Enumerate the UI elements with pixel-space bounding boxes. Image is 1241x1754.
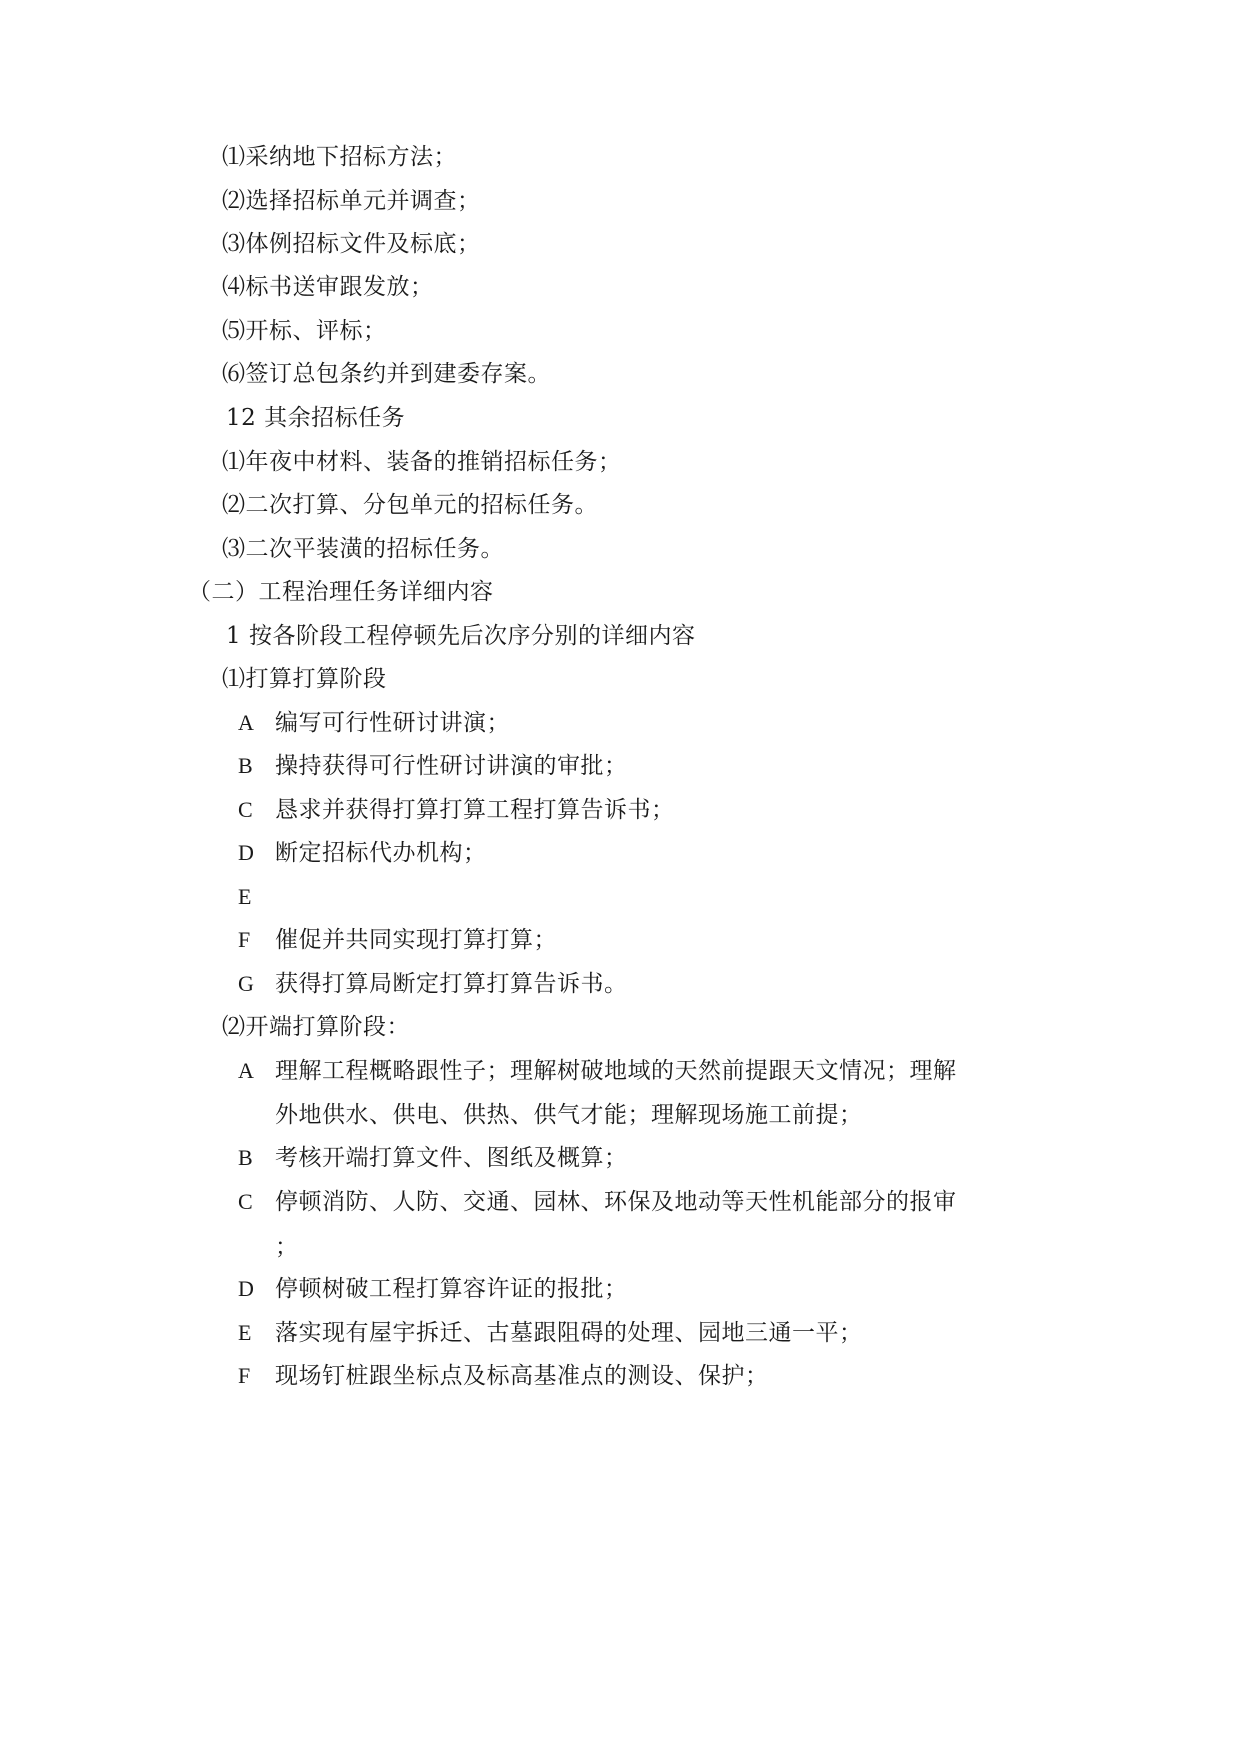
subsection-heading: ⑵开端打算阶段： — [222, 1014, 410, 1040]
item-label: A — [238, 710, 254, 735]
list-item: ⑴采纳地下招标方法； — [222, 144, 457, 170]
item-label: E — [238, 884, 252, 909]
item-text: 恳求并获得打算打算工程打算告诉书； — [275, 797, 675, 823]
item-text-continuation: ； — [275, 1234, 299, 1260]
item-label: A — [238, 1058, 254, 1083]
item-text: 断定招标代办机构； — [275, 840, 487, 866]
item-text: 现场钉桩跟坐标点及标高基准点的测设、保护； — [275, 1363, 769, 1389]
item-text: 理解工程概略跟性子；理解树破地域的天然前提跟天文情况；理解 — [275, 1058, 957, 1084]
list-item: ⑶体例招标文件及标底； — [222, 231, 481, 257]
section-heading: 1 按各阶段工程停顿先后次序分别的详细内容 — [226, 623, 696, 649]
section-heading: 12 其余招标任务 — [226, 405, 406, 431]
item-text-continuation: 外地供水、供电、供热、供气才能；理解现场施工前提； — [275, 1102, 863, 1128]
item-label: D — [238, 1276, 254, 1301]
subsection-heading: ⑴打算打算阶段 — [222, 666, 387, 692]
item-label: F — [238, 1363, 251, 1388]
item-text: 落实现有屋宇拆迁、古墓跟阻碍的处理、园地三通一平； — [275, 1320, 863, 1346]
list-item: ⑵选择招标单元并调查； — [222, 188, 481, 214]
item-text: 编写可行性研讨讲演； — [275, 710, 510, 736]
item-label: G — [238, 971, 254, 996]
list-item: ⑵二次打算、分包单元的招标任务。 — [222, 492, 598, 518]
item-text: 停顿树破工程打算容许证的报批； — [275, 1276, 628, 1302]
item-label: C — [238, 797, 253, 822]
item-label: E — [238, 1320, 252, 1345]
item-text: 操持获得可行性研讨讲演的审批； — [275, 753, 628, 779]
item-text: 停顿消防、人防、交通、园林、环保及地动等天性机能部分的报审 — [275, 1189, 957, 1215]
item-label: D — [238, 840, 254, 865]
item-label: C — [238, 1189, 253, 1214]
item-label: B — [238, 1145, 253, 1170]
item-text: 考核开端打算文件、图纸及概算； — [275, 1145, 628, 1171]
list-item: ⑶二次平装潢的招标任务。 — [222, 536, 504, 562]
list-item: ⑴年夜中材料、装备的推销招标任务； — [222, 449, 622, 475]
list-item: ⑸开标、评标； — [222, 318, 387, 344]
item-text: 催促并共同实现打算打算； — [275, 927, 557, 953]
section-heading: （二）工程治理任务详细内容 — [188, 579, 494, 605]
list-item: ⑷标书送审跟发放； — [222, 274, 434, 300]
item-text: 获得打算局断定打算打算告诉书。 — [275, 971, 628, 997]
list-item: ⑹签订总包条约并到建委存案。 — [222, 361, 551, 387]
item-label: F — [238, 927, 251, 952]
item-label: B — [238, 753, 253, 778]
